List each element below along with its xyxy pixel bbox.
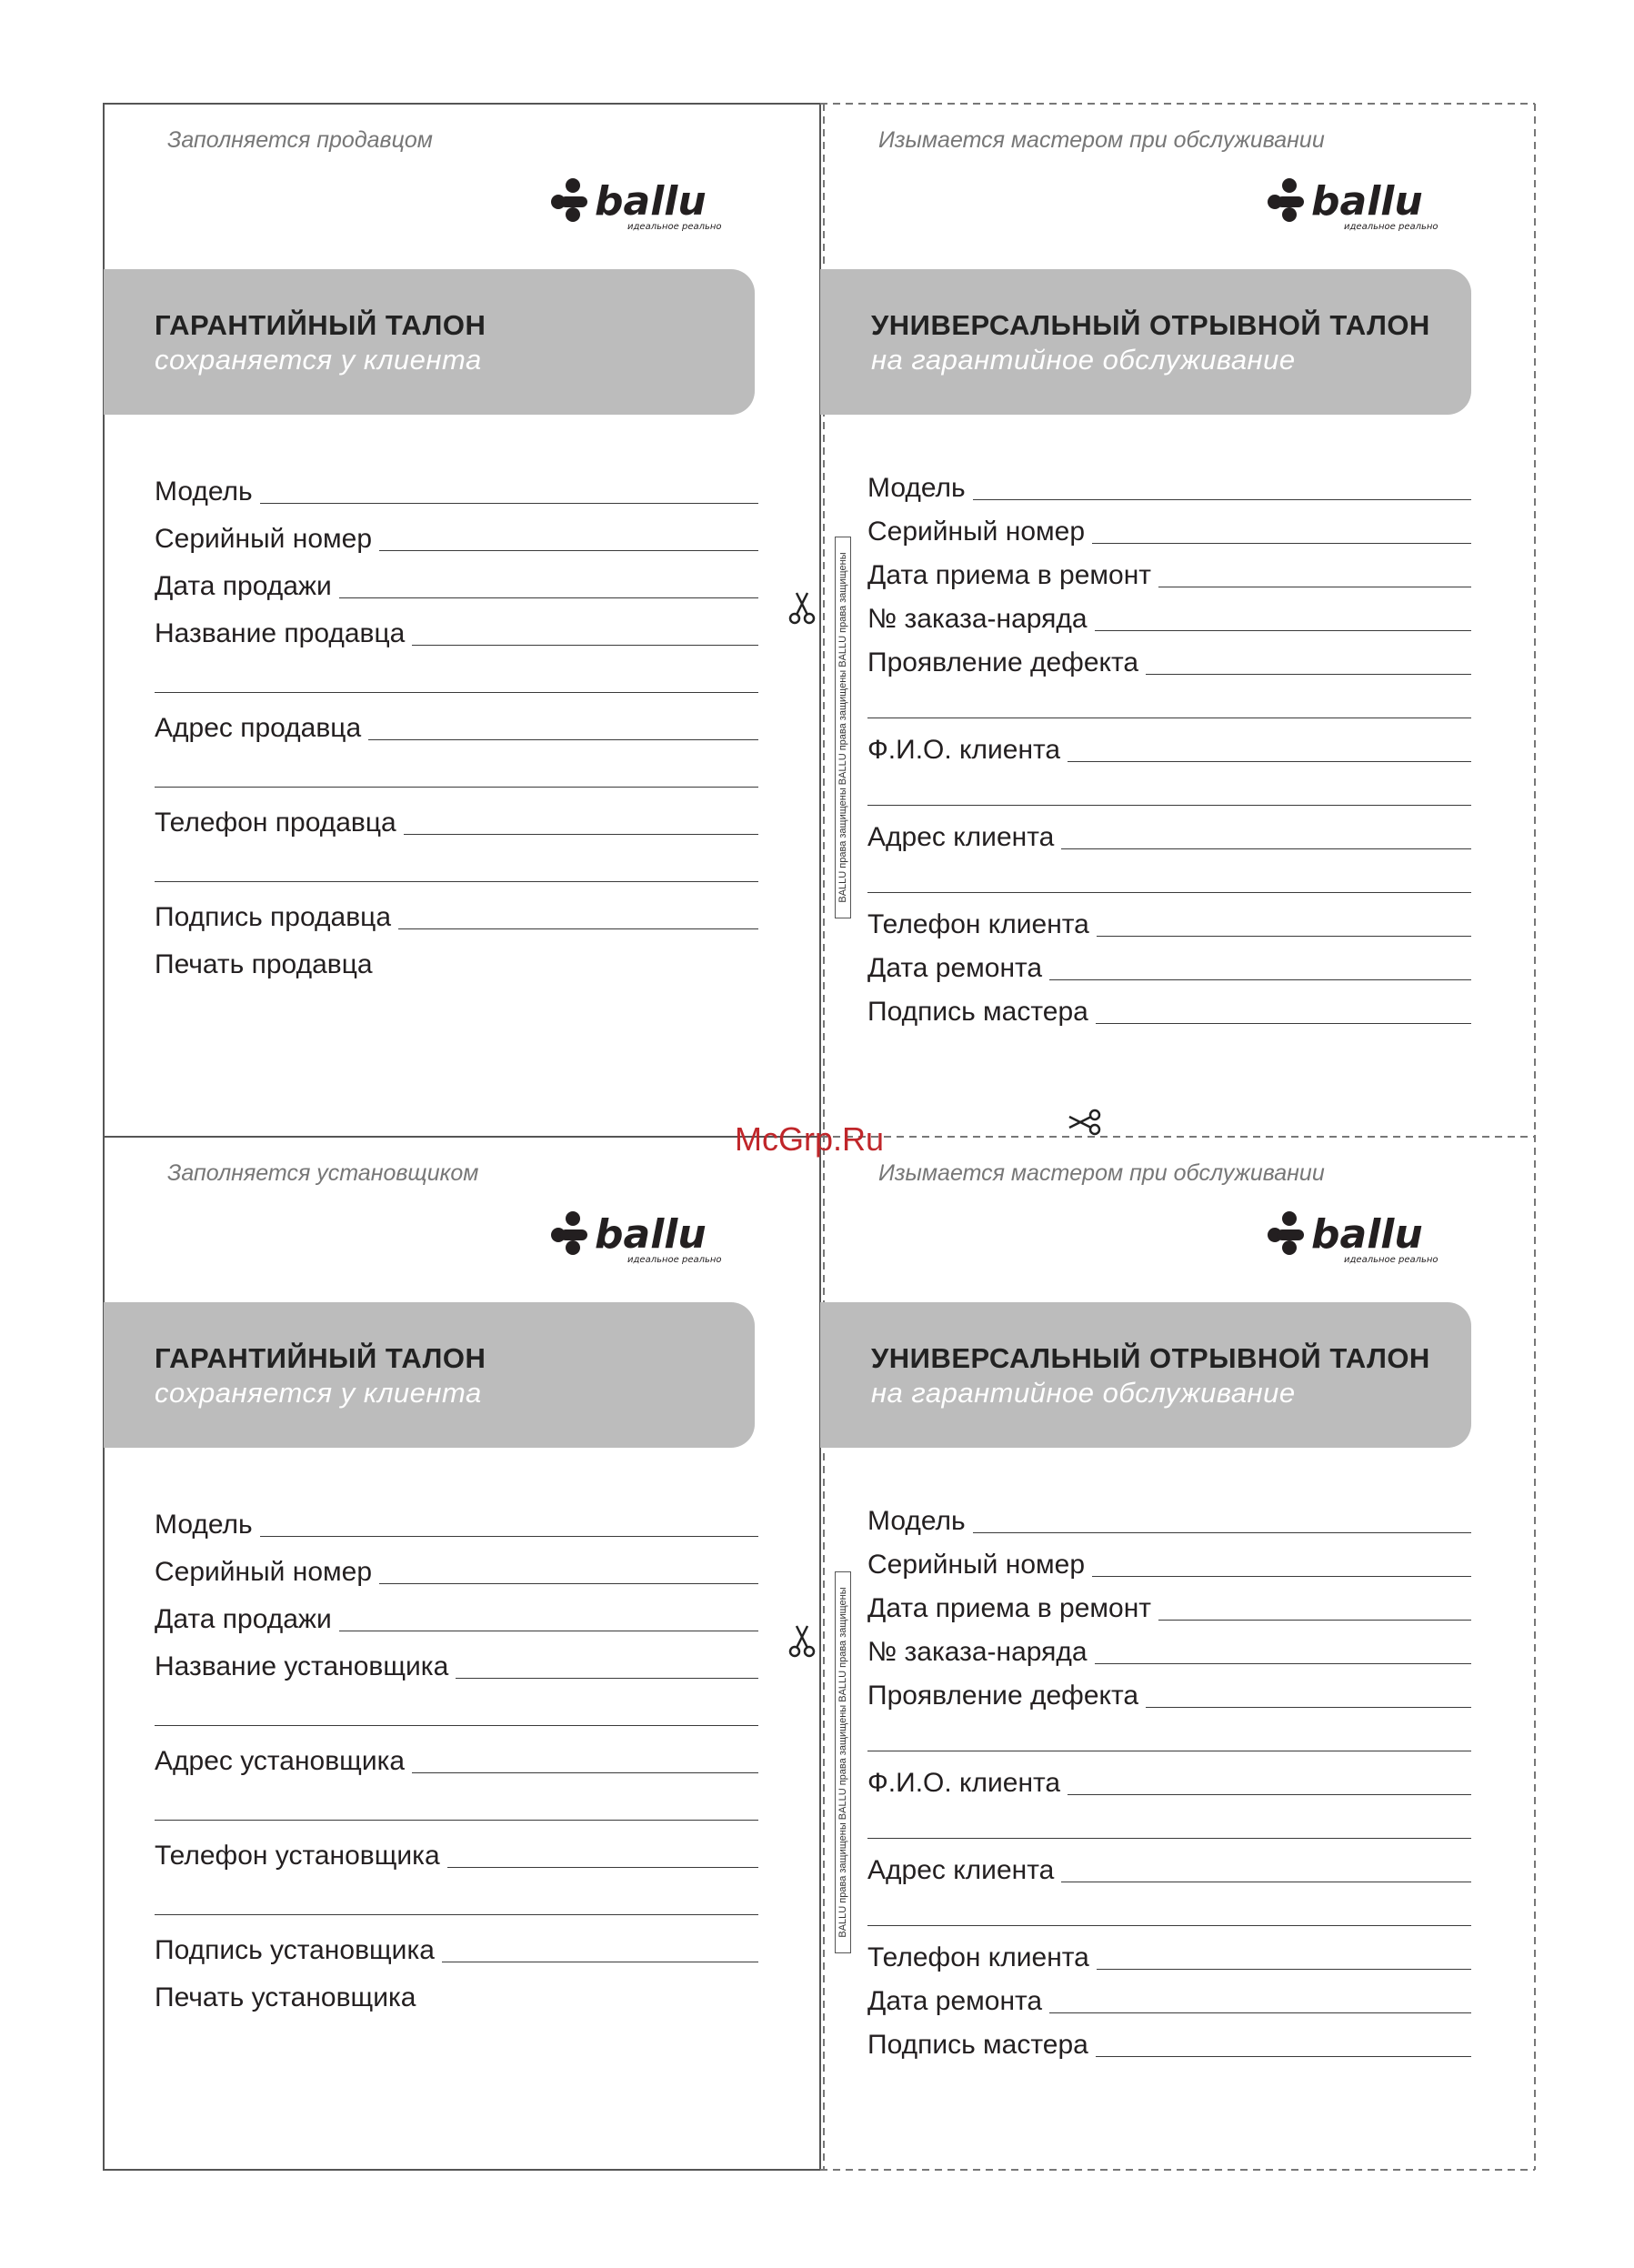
form-field[interactable] [867, 1535, 1471, 1579]
form-field[interactable] [867, 808, 1471, 851]
field-label: Подпись мастера [867, 997, 1088, 1027]
field-underline[interactable] [867, 1925, 1471, 1926]
field-underline[interactable] [1049, 979, 1471, 980]
field-underline[interactable] [404, 834, 758, 835]
form-field-continuation[interactable] [867, 1797, 1471, 1841]
field-label: Ф.И.О. клиента [867, 735, 1061, 765]
field-label: Дата ремонта [867, 1986, 1043, 2016]
field-label: Печать продавца [155, 949, 373, 979]
field-underline[interactable] [379, 550, 758, 551]
brand-logo [547, 1208, 757, 1266]
coupon-note: Заполняется установщиком [167, 1160, 479, 1186]
form-field[interactable] [867, 2015, 1471, 2059]
field-label: Дата приема в ремонт [867, 560, 1152, 590]
field-label: Дата продажи [155, 1604, 332, 1634]
copyright-text: BALLU права защищены BALLU права защищены BALLU права защищены [837, 1587, 848, 1938]
field-label: Модель [867, 473, 966, 503]
coupon-tear-bottom [820, 1137, 1537, 2170]
field-underline[interactable] [1097, 1969, 1471, 1970]
field-underline[interactable] [456, 1678, 758, 1679]
field-underline[interactable] [1096, 2056, 1471, 2057]
form-field[interactable] [867, 633, 1471, 677]
form-field-continuation[interactable] [867, 1710, 1471, 1753]
field-underline[interactable] [1068, 761, 1471, 762]
field-label: Дата ремонта [867, 953, 1043, 983]
form-field[interactable] [867, 546, 1471, 589]
form-field[interactable] [155, 1491, 758, 1539]
form-field-continuation[interactable] [155, 647, 758, 695]
field-label: Адрес установщика [155, 1746, 406, 1776]
field-underline[interactable] [379, 1583, 758, 1584]
form-field-continuation[interactable] [155, 1775, 758, 1822]
form-field[interactable] [867, 1753, 1471, 1797]
field-underline[interactable] [260, 1536, 758, 1537]
form-field[interactable] [867, 1622, 1471, 1666]
coupon-note: Заполняется продавцом [167, 127, 433, 153]
form-field[interactable] [867, 1928, 1471, 1972]
field-label: Подпись установщика [155, 1935, 435, 1965]
field-label: Проявление дефекта [867, 647, 1139, 677]
coupon-header-band [104, 269, 755, 415]
brand-slogan: идеальное реально [627, 1255, 722, 1265]
form-field-continuation[interactable] [155, 1681, 758, 1728]
form-field[interactable] [867, 1579, 1471, 1622]
coupon-fields [155, 458, 758, 978]
form-field[interactable] [867, 895, 1471, 938]
field-underline[interactable] [1097, 936, 1471, 937]
field-label: Адрес продавца [155, 713, 362, 743]
form-field[interactable] [867, 502, 1471, 546]
coupon-subtitle: сохраняется у клиента [155, 1377, 482, 1409]
form-field[interactable] [867, 938, 1471, 982]
coupon-note: Изымается мастером при обслуживании [878, 1160, 1325, 1186]
form-field-continuation[interactable] [867, 764, 1471, 808]
field-underline[interactable] [867, 805, 1471, 806]
brand-name: ballu [595, 178, 707, 225]
field-label: Адрес клиента [867, 1855, 1055, 1885]
form-field[interactable] [155, 1633, 758, 1681]
field-underline[interactable] [1146, 1707, 1471, 1708]
form-field[interactable] [155, 884, 758, 931]
field-underline[interactable] [368, 739, 758, 740]
ballu-logo-icon [1268, 1211, 1304, 1255]
field-underline[interactable] [1092, 1576, 1471, 1577]
field-label: Телефон клиента [867, 909, 1089, 939]
form-field-continuation[interactable] [867, 1884, 1471, 1928]
field-underline[interactable] [155, 1820, 758, 1821]
field-underline[interactable] [1092, 543, 1471, 544]
field-underline[interactable] [412, 1772, 758, 1773]
form-field[interactable] [155, 1539, 758, 1586]
coupon-header-band [104, 1302, 755, 1448]
form-field[interactable] [155, 553, 758, 600]
form-field[interactable] [867, 458, 1471, 502]
form-field[interactable] [155, 789, 758, 837]
ballu-logo-icon [551, 1211, 587, 1255]
form-field[interactable] [155, 695, 758, 742]
field-label: Печать установщика [155, 1982, 416, 2012]
form-field-continuation[interactable] [155, 742, 758, 789]
field-label: Ф.И.О. клиента [867, 1768, 1061, 1798]
field-underline[interactable] [447, 1867, 758, 1868]
field-label: Серийный номер [867, 1550, 1086, 1580]
form-field[interactable] [155, 506, 758, 553]
coupon-seller [104, 104, 820, 1137]
form-field[interactable] [155, 1917, 758, 1964]
field-underline[interactable] [155, 1914, 758, 1915]
copyright-text: BALLU права защищены BALLU права защищены BALLU права защищены [837, 552, 848, 903]
form-field[interactable] [867, 720, 1471, 764]
field-label: Дата продажи [155, 571, 332, 601]
coupon-subtitle: сохраняется у клиента [155, 344, 482, 376]
brand-slogan: идеальное реально [1344, 222, 1439, 232]
field-underline[interactable] [867, 1838, 1471, 1839]
coupon-header-band [820, 1302, 1471, 1448]
form-field[interactable] [155, 1586, 758, 1633]
form-field[interactable] [867, 589, 1471, 633]
form-field[interactable] [867, 982, 1471, 1026]
brand-slogan: идеальное реально [627, 222, 722, 232]
field-label: Модель [155, 1510, 253, 1540]
coupon-fields [867, 1491, 1471, 2059]
form-field[interactable] [867, 1972, 1471, 2015]
ballu-logo-icon [1268, 178, 1304, 222]
form-field[interactable] [155, 458, 758, 506]
field-underline[interactable] [398, 928, 758, 929]
field-underline[interactable] [1095, 630, 1471, 631]
field-underline[interactable] [155, 881, 758, 882]
field-underline[interactable] [1049, 2012, 1471, 2013]
form-field-continuation[interactable] [867, 677, 1471, 720]
form-field-continuation[interactable] [867, 851, 1471, 895]
field-underline[interactable] [260, 503, 758, 504]
brand-slogan: идеальное реально [1344, 1255, 1439, 1265]
field-label: Серийный номер [867, 517, 1086, 547]
coupon-title: УНИВЕРСАЛЬНЫЙ ОТРЫВНОЙ ТАЛОН [871, 309, 1430, 341]
form-field[interactable] [155, 1964, 758, 2012]
coupon-fields [155, 1491, 758, 2012]
form-field[interactable] [155, 931, 758, 978]
form-field-continuation[interactable] [155, 1870, 758, 1917]
field-label: Название установщика [155, 1651, 449, 1681]
field-underline[interactable] [1146, 674, 1471, 675]
coupon-note: Изымается мастером при обслуживании [878, 127, 1325, 153]
field-underline[interactable] [412, 645, 758, 646]
form-field[interactable] [867, 1841, 1471, 1884]
form-field[interactable] [155, 1728, 758, 1775]
field-underline[interactable] [1158, 1620, 1471, 1621]
field-underline[interactable] [155, 787, 758, 788]
field-underline[interactable] [1068, 1794, 1471, 1795]
coupon-header-band [820, 269, 1471, 415]
field-label: № заказа-наряда [867, 1637, 1088, 1667]
field-label: Серийный номер [155, 524, 373, 554]
field-underline[interactable] [1095, 1663, 1471, 1664]
form-field-continuation[interactable] [155, 837, 758, 884]
brand-name: ballu [595, 1211, 707, 1258]
field-label: Телефон установщика [155, 1841, 440, 1871]
field-label: Модель [867, 1506, 966, 1536]
field-underline[interactable] [1096, 1023, 1471, 1024]
field-underline[interactable] [339, 597, 758, 598]
coupon-title: ГАРАНТИЙНЫЙ ТАЛОН [155, 1342, 486, 1374]
field-underline[interactable] [155, 692, 758, 693]
field-label: Телефон клиента [867, 1942, 1089, 1972]
field-label: Модель [155, 477, 253, 507]
ballu-logo-icon [551, 178, 587, 222]
coupon-title: ГАРАНТИЙНЫЙ ТАЛОН [155, 309, 486, 341]
form-field[interactable] [155, 600, 758, 647]
field-underline[interactable] [973, 499, 1471, 500]
brand-logo [547, 175, 757, 233]
coupon-subtitle: на гарантийное обслуживание [871, 344, 1296, 376]
coupon-subtitle: на гарантийное обслуживание [871, 1377, 1296, 1409]
field-label: Телефон продавца [155, 808, 396, 838]
coupon-title: УНИВЕРСАЛЬНЫЙ ОТРЫВНОЙ ТАЛОН [871, 1342, 1430, 1374]
form-field[interactable] [867, 1491, 1471, 1535]
field-label: Название продавца [155, 618, 406, 648]
field-label: Подпись мастера [867, 2030, 1088, 2060]
field-underline[interactable] [973, 1532, 1471, 1533]
field-label: Серийный номер [155, 1557, 373, 1587]
field-underline[interactable] [155, 1725, 758, 1726]
coupon-tear-top [820, 104, 1537, 1137]
coupon-installer [104, 1137, 820, 2170]
watermark: McGrp.Ru [735, 1120, 885, 1158]
brand-name: ballu [1311, 1211, 1423, 1258]
field-underline[interactable] [867, 892, 1471, 893]
field-label: Дата приема в ремонт [867, 1593, 1152, 1623]
brand-logo [1264, 175, 1473, 233]
field-underline[interactable] [1061, 848, 1471, 849]
field-label: Подпись продавца [155, 902, 392, 932]
form-field[interactable] [867, 1666, 1471, 1710]
brand-logo [1264, 1208, 1473, 1266]
coupon-fields [867, 458, 1471, 1026]
field-label: Проявление дефекта [867, 1681, 1139, 1711]
field-label: Адрес клиента [867, 822, 1055, 852]
brand-name: ballu [1311, 178, 1423, 225]
field-label: № заказа-наряда [867, 604, 1088, 634]
form-field[interactable] [155, 1822, 758, 1870]
